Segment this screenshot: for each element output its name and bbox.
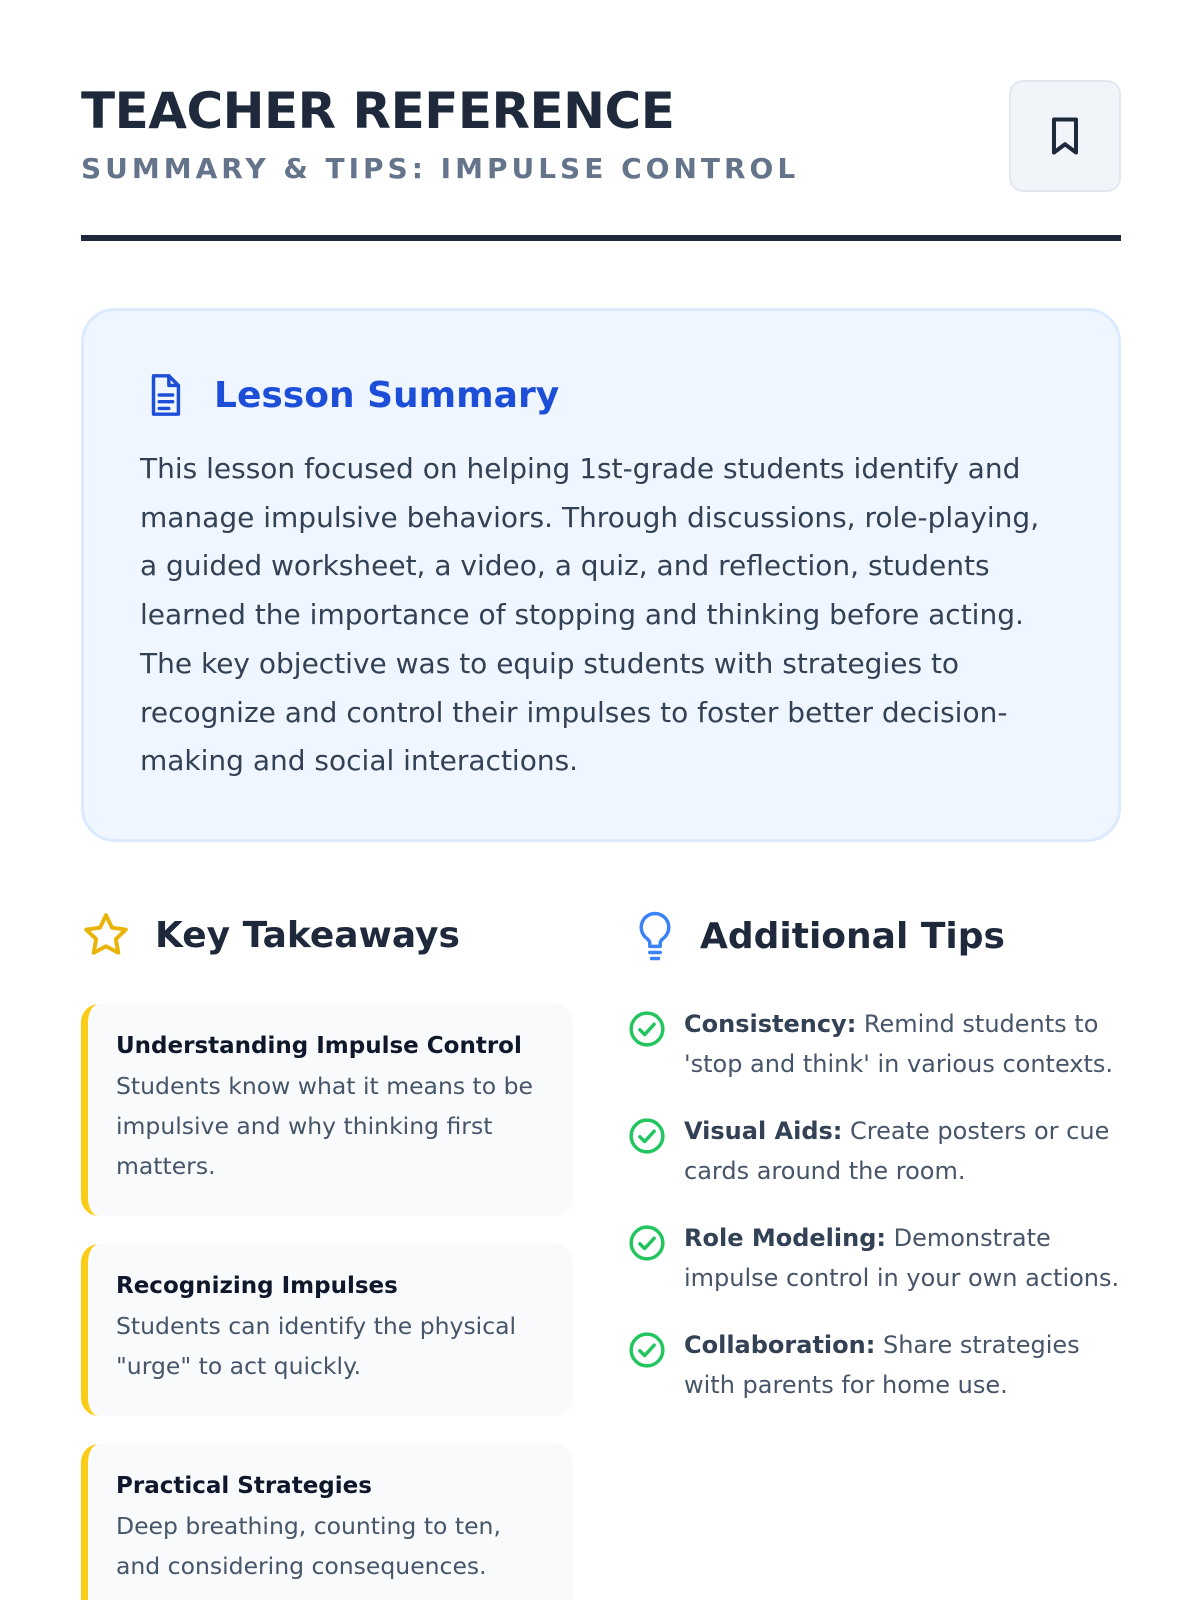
tip-text <box>684 1004 1128 1084</box>
takeaway-body: Students can identify the physical "urge" to act quickly. <box>116 1311 517 1380</box>
bookmark-icon <box>1043 111 1087 161</box>
tip-text <box>684 1218 1128 1298</box>
document-icon <box>142 369 188 421</box>
tip-item <box>628 1325 1128 1405</box>
lesson-summary-text: This lesson focused on helping 1st-grade students identify and manage impulsive behaviors. Through discussions, role-playing, a guided worksheet, a video, a quiz, and reflection, students learned the importance of stopping and thinking before acting. The key objective was to equip students with strategies to recognize and control their impulses to foster better decision-making and social interactions. <box>140 452 1040 778</box>
takeaway-card <box>81 1244 573 1416</box>
lesson-summary-header <box>142 369 559 421</box>
tip-text <box>684 1325 1128 1405</box>
page-header <box>81 80 1121 240</box>
tip-description: Share strategies with parents for home use. <box>684 1331 1080 1399</box>
header-divider <box>81 235 1121 241</box>
check-circle-icon <box>628 1331 666 1369</box>
lightbulb-icon <box>634 910 676 962</box>
tip-item <box>628 1004 1128 1084</box>
tip-label: Role Modeling: <box>684 1224 886 1252</box>
tip-label: Consistency: <box>684 1010 857 1038</box>
takeaway-title: Understanding Impulse Control <box>116 1033 522 1059</box>
check-circle-icon <box>628 1010 666 1048</box>
takeaway-title: Recognizing Impulses <box>116 1273 398 1299</box>
check-circle-icon <box>628 1117 666 1155</box>
check-circle-icon <box>628 1224 666 1262</box>
tip-item <box>628 1218 1128 1298</box>
key-takeaways-header <box>81 910 460 960</box>
takeaway-body: Deep breathing, counting to ten, and considering consequences. <box>116 1511 501 1580</box>
lesson-summary-title: Lesson Summary <box>214 374 560 416</box>
tip-description: Demonstrate impulse control in your own actions. <box>684 1224 1120 1292</box>
tip-text <box>684 1111 1128 1191</box>
takeaway-body: Students know what it means to be impulsive and why thinking first matters. <box>116 1071 533 1180</box>
page-title: TEACHER REFERENCE <box>81 82 675 140</box>
lesson-summary-card <box>81 308 1121 842</box>
additional-tips-title: Additional Tips <box>700 915 1005 957</box>
tip-item <box>628 1111 1128 1191</box>
star-icon <box>81 910 131 960</box>
tip-label: Collaboration: <box>684 1331 876 1359</box>
takeaway-title: Practical Strategies <box>116 1473 372 1499</box>
key-takeaways-title: Key Takeaways <box>155 914 460 956</box>
takeaway-card <box>81 1004 573 1216</box>
tip-description: Remind students to 'stop and think' in various contexts. <box>684 1010 1114 1078</box>
tip-label: Visual Aids: <box>684 1117 843 1145</box>
tip-description: Create posters or cue cards around the room. <box>684 1117 1110 1185</box>
bookmark-button[interactable] <box>1009 80 1121 192</box>
page-subtitle: SUMMARY & TIPS: IMPULSE CONTROL <box>81 152 800 185</box>
additional-tips-header <box>634 910 1005 962</box>
takeaway-card <box>81 1444 573 1600</box>
